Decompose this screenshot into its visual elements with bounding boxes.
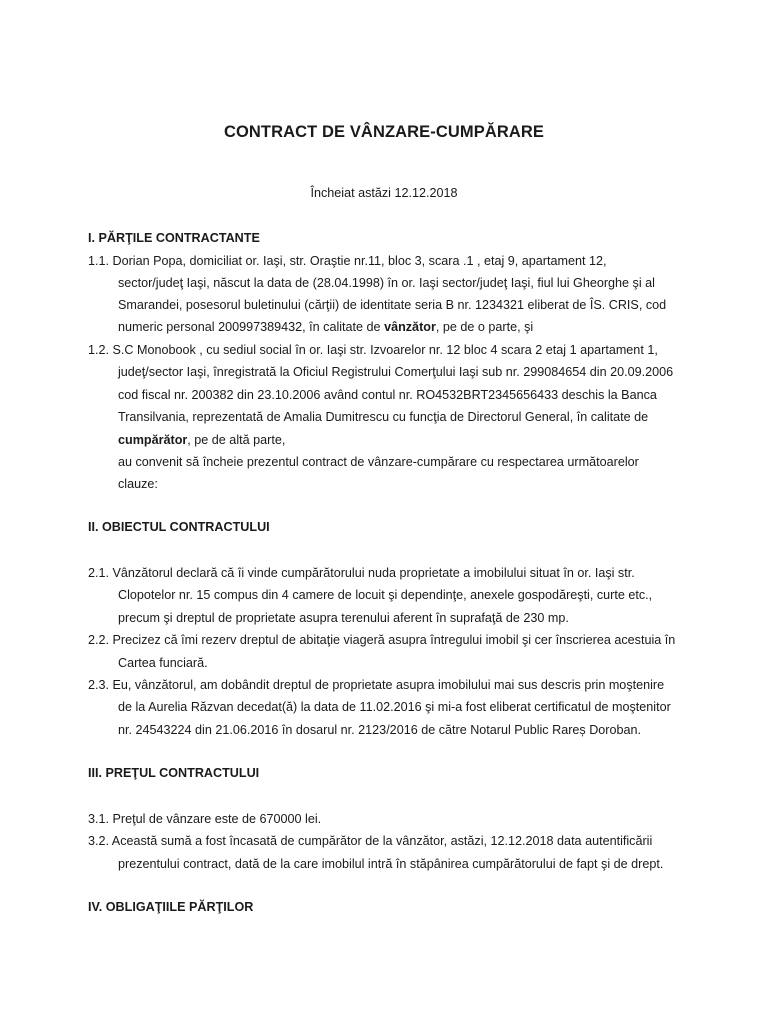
clause-1-1-line-1: 1.1. Dorian Popa, domiciliat or. Iaşi, str. Oraştie nr.11, bloc 3, scara .1 , etaj 9, apartament 12, bbox=[88, 254, 607, 268]
clause-2-3-line-1: 2.3. Eu, vânzătorul, am dobândit dreptul de proprietate asupra imobilului mai sus descris prin moştenire bbox=[88, 678, 665, 692]
clause-2-2-line-1: 2.2. Precizez că îmi rezerv dreptul de abitaţie viageră asupra întregului imobil şi cer înscrierea acestuia în bbox=[88, 633, 676, 647]
clause-2-2-line-2: Cartea funciară. bbox=[118, 656, 208, 670]
clause-1-1-line-4 bbox=[118, 319, 533, 335]
clause-1-2-line-5-end: , pe de altă parte, bbox=[187, 433, 286, 447]
agreement-line-1: au convenit să încheie prezentul contract de vânzare-cumpărare cu respectarea următoarelor bbox=[118, 455, 639, 469]
clause-1-2-line-5 bbox=[118, 432, 285, 448]
clause-3-1-line-1: 3.1. Preţul de vânzare este de 670000 lei. bbox=[88, 812, 322, 826]
role-buyer: cumpărător bbox=[118, 433, 188, 447]
clause-1-1-line-4-text: numeric personal 200997389432, în calitate de bbox=[118, 320, 385, 334]
clause-1-2-line-3: cod fiscal nr. 200382 din 23.10.2006 având contul nr. RO4532BRT2345656433 deschis la Banca bbox=[118, 388, 657, 402]
clause-2-1-line-3: precum şi dreptul de proprietate asupra terenului aferent în suprafaţă de 230 mp. bbox=[118, 611, 569, 625]
clause-2-1-line-1: 2.1. Vânzătorul declară că îi vinde cumpărătorului nuda proprietate a imobilului situat în or. Iaşi str. bbox=[88, 566, 635, 580]
clause-2-3-line-2: de la Aurelia Răzvan decedat(ă) la data de 11.02.2016 şi mi-a fost eliberat certificatul de moştenitor bbox=[118, 700, 671, 714]
clause-2-1-line-2: Clopotelor nr. 15 compus din 4 camere de locuit şi dependinţe, anexele gospodăreşti, curte etc., bbox=[118, 588, 653, 602]
clause-1-2-line-2: judeţ/sector Iaşi, înregistrată la Oficiul Registrului Comerţului Iaşi sub nr. 299084654 din 20.09.2006 bbox=[118, 365, 674, 379]
clause-1-1-line-2: sector/judeţ Iaşi, născut la data de (28.04.1998) în or. Iaşi sector/judeţ Iaşi, fiul lui Gheorghe şi al bbox=[118, 276, 655, 290]
clause-1-1-line-4-end: , pe de o parte, şi bbox=[435, 320, 534, 334]
clause-1-2-line-4: Transilvania, reprezentată de Amalia Dumitrescu cu funcţia de Directorul General, în calitate de bbox=[118, 410, 649, 424]
clause-1-1-line-3: Smarandei, posesorul buletinului (cărţii) de identitate seria B nr. 1234321 eliberat de ÎS. CRIS, cod bbox=[118, 298, 667, 312]
section-heading-pret: III. PREŢUL CONTRACTULUI bbox=[88, 766, 260, 780]
clause-1-2-line-1: 1.2. S.C Monobook , cu sediul social în or. Iaşi str. Izvoarelor nr. 12 bloc 4 scara 2 etaj 1 apartament 1, bbox=[88, 343, 658, 357]
clause-2-3-line-3: nr. 24543224 din 21.06.2016 în dosarul nr. 2123/2016 de către Notarul Public Rareș Doroban. bbox=[118, 723, 642, 737]
agreement-line-2: clauze: bbox=[118, 477, 158, 491]
section-heading-obiect: II. OBIECTUL CONTRACTULUI bbox=[88, 520, 270, 534]
clause-3-2-line-1: 3.2. Această sumă a fost încasată de cumpărător de la vânzător, astăzi, 12.12.2018 data autentificării bbox=[88, 834, 653, 848]
document-date: Încheiat astăzi 12.12.2018 bbox=[310, 186, 458, 200]
role-seller: vânzător bbox=[384, 320, 436, 334]
section-heading-obligatii: IV. OBLIGAŢIILE PĂRŢILOR bbox=[88, 900, 254, 914]
section-heading-parti: I. PĂRŢILE CONTRACTANTE bbox=[88, 231, 260, 245]
clause-3-2-line-2: prezentului contract, dată de la care imobilul intră în stăpânirea cumpărătorului de fapt şi de drept. bbox=[118, 857, 664, 871]
document-title: CONTRACT DE VÂNZARE-CUMPĂRARE bbox=[223, 123, 545, 141]
